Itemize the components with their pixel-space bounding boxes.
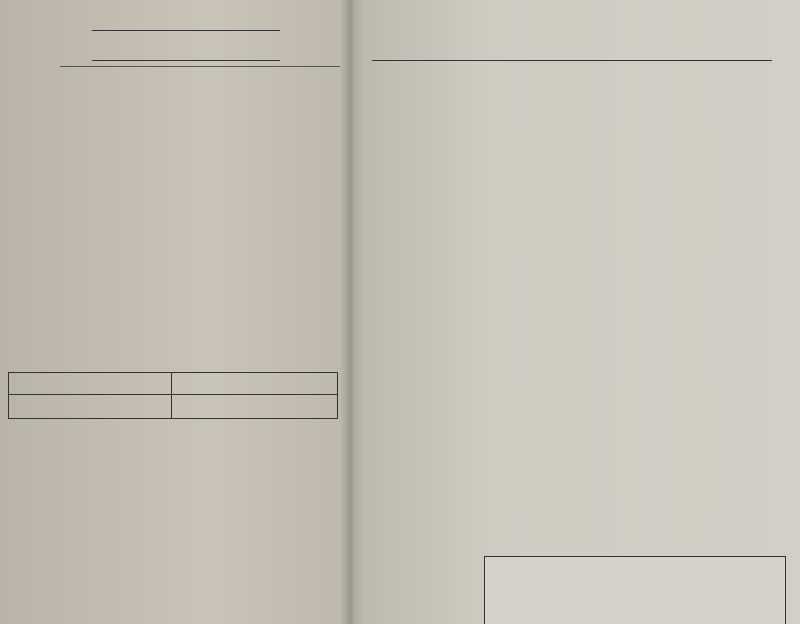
title-rule-bottom xyxy=(92,60,280,61)
table-cell-interior[interactable] xyxy=(172,395,338,419)
table-header-interior xyxy=(172,373,338,395)
house-table xyxy=(8,372,338,419)
property-ad-box xyxy=(484,556,786,624)
right-page xyxy=(352,0,800,624)
left-page xyxy=(0,0,352,624)
table-header-exterior xyxy=(9,373,172,395)
section-rule xyxy=(60,66,340,67)
header-rule xyxy=(372,60,772,61)
table-cell-exterior[interactable] xyxy=(9,395,172,419)
title-rule-top xyxy=(92,30,280,31)
